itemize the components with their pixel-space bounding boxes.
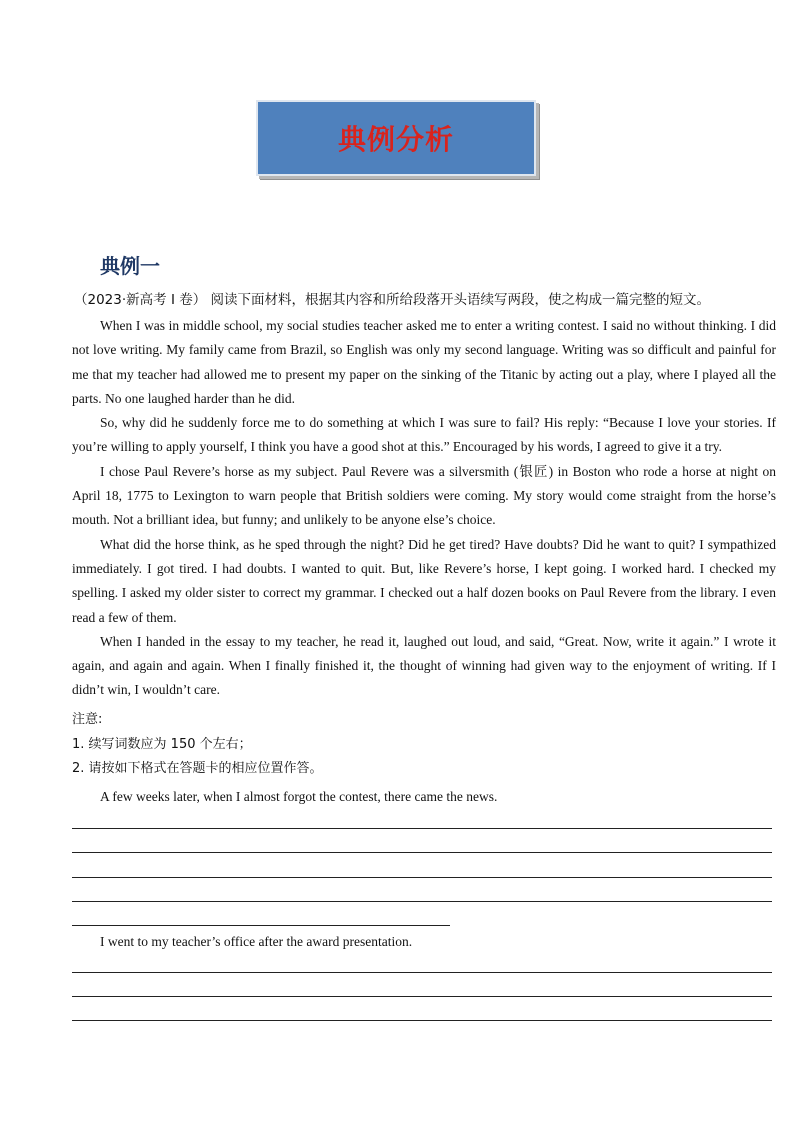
section-heading: 典例一 (100, 254, 160, 278)
paragraph-starter-1: A few weeks later, when I almost forgot the contest, there came the news. (100, 789, 498, 804)
answer-line[interactable] (72, 1020, 772, 1021)
passage-paragraph: What did the horse think, as he sped through the night? Did he get tired? Have doubts? Did he want to quit? I sympathized immediately. I got tired. I had doubts. I wanted to quit. But, like Revere’s horse, I kept going. I worked hard. I checked my spelling. I asked my older sister to correct my grammar. I checked out a half dozen books on Paul Revere from the library. I even read a few of them. (72, 536, 776, 625)
notes-section (72, 708, 776, 782)
note-item: 1. 续写词数应为 150 个左右； (72, 736, 252, 752)
passage-paragraph: I chose Paul Revere’s horse as my subject. Paul Revere was a silversmith (银匠) in Boston who rode a horse at night on April 18, 1775 to Lexington to warn people that British soldiers were coming. My story would come straight from the horse’s mouth. Not a brilliant idea, but funny; and unlikely to be anyone else’s choice. (72, 463, 776, 528)
answer-line[interactable] (72, 996, 772, 997)
answer-line[interactable] (72, 925, 450, 926)
page-title: 典例分析 (337, 123, 454, 156)
passage-paragraph: So, why did he suddenly force me to do something at which I was sure to fail? His reply: “Because I love your stories. If you’re willing to apply yourself, I think you have a good shot at this.” Encouraged by his words, I agreed to give it a try. (72, 415, 776, 455)
reading-passage (72, 314, 776, 703)
answer-line[interactable] (72, 852, 772, 853)
title-banner (256, 100, 536, 176)
question-instructions: （2023·新高考 I 卷） 阅读下面材料，根据其内容和所给段落开头语续写两段，使之构成一篇完整的短文。 (74, 292, 711, 308)
answer-line[interactable] (72, 972, 772, 973)
passage-paragraph: When I was in middle school, my social studies teacher asked me to enter a writing contest. I said no without thinking. I did not love writing. My family came from Brazil, so English was only my second language. Writing was so difficult and painful for me that my teacher had allowed me to present my paper on the sinking of the Titanic by acting out a play, where I played all the parts. No one laughed harder than he did. (72, 318, 776, 406)
answer-line[interactable] (72, 901, 772, 902)
paragraph-starter-2: I went to my teacher’s office after the award presentation. (100, 934, 413, 949)
passage-paragraph: When I handed in the essay to my teacher, he read it, laughed out loud, and said, “Great. Now, write it again.” I wrote it again, and again and again. When I finally finished it, the thought of winning had given way to the enjoyment of writing. If I didn’t win, I wouldn’t care. (72, 633, 776, 698)
answer-line[interactable] (72, 828, 772, 829)
answer-line[interactable] (72, 877, 772, 878)
notes-label: 注意: (72, 712, 103, 727)
note-item: 2. 请按如下格式在答题卡的相应位置作答。 (72, 761, 323, 776)
